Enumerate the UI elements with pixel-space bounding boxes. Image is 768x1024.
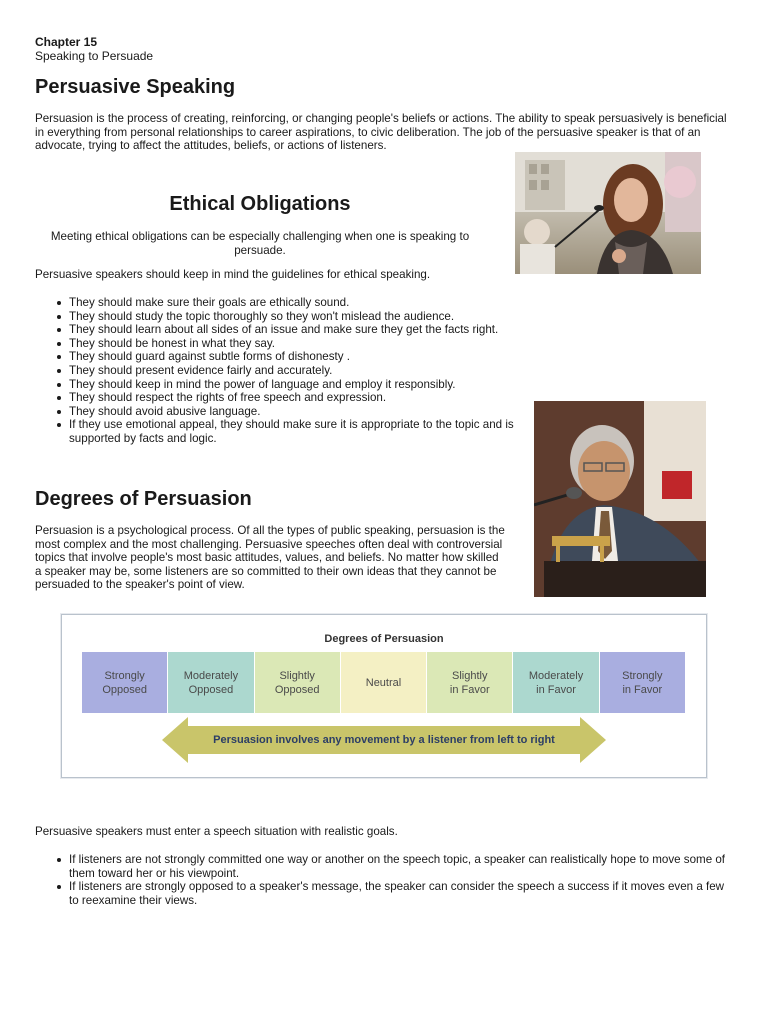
degrees-paragraph: Persuasion is a psychological process. Of all the types of public speaking, persuasion is the most complex and the most challenging. Persuasive speeches often deal with controversial topics that involve people's most basic attitudes, values, and beliefs. No matter how skilled a speaker may be, some listeners are so committed to their own ideas that they cannot be persuaded to the speaker's point of view. (35, 524, 505, 592)
speaker-photo-woman-illustration (515, 152, 701, 274)
scale-box-moderately-in-favor: Moderately in Favor (513, 652, 598, 713)
scale-box-strongly-in-favor: Strongly in Favor (600, 652, 685, 713)
speaker-photo-man (534, 401, 706, 597)
list-item: If they use emotional appeal, they should make sure it is appropriate to the topic and is supported by facts and logic. (35, 418, 515, 445)
persuasion-scale (82, 652, 685, 713)
scale-box-strongly-opposed: Strongly Opposed (82, 652, 167, 713)
intro-paragraph: Persuasion is the process of creating, reinforcing, or changing people's beliefs or actions. The ability to speak persuasively is beneficial in everything from personal relationships to career aspirations, to civic deliberation. The job of the persuasive speaker is that of an advocate, trying to affect the attitudes, beliefs, or actions of listeners. (35, 112, 727, 153)
scale-box-neutral: Neutral (341, 652, 426, 713)
list-item: They should be honest in what they say. (35, 337, 515, 351)
ethics-guideline-intro: Persuasive speakers should keep in mind the guidelines for ethical speaking. (35, 268, 431, 281)
list-item: They should make sure their goals are ethically sound. (35, 296, 515, 310)
section-title-ethical-obligations: Ethical Obligations (169, 193, 351, 215)
goals-list (35, 853, 735, 907)
list-item: They should learn about all sides of an issue and make sure they get the facts right. (35, 323, 515, 337)
diagram-title: Degrees of Persuasion (324, 633, 444, 645)
section-title-persuasive-speaking: Persuasive Speaking (35, 76, 236, 98)
speaker-photo-man-illustration (534, 401, 706, 597)
goals-lead-text: Persuasive speakers must enter a speech situation with realistic goals. (35, 825, 398, 838)
section-title-degrees-of-persuasion: Degrees of Persuasion (35, 488, 252, 510)
list-item: They should study the topic thoroughly so they won't mislead the audience. (35, 310, 515, 324)
ethics-lead-text: Meeting ethical obligations can be especially challenging when one is speaking to persuade. (50, 230, 470, 257)
list-item: They should respect the rights of free speech and expression. (35, 391, 515, 405)
list-item: They should keep in mind the power of language and employ it responsibly. (35, 378, 515, 392)
scale-box-moderately-opposed: Moderately Opposed (168, 652, 253, 713)
chapter-number: Chapter 15 (35, 35, 98, 49)
list-item: If listeners are strongly opposed to a speaker's message, the speaker can consider the speech a success if it moves even a few to reexamine their views. (35, 880, 735, 907)
degrees-of-persuasion-diagram (61, 614, 707, 778)
list-item: They should present evidence fairly and accurately. (35, 364, 515, 378)
list-item: If listeners are not strongly committed one way or another on the speech topic, a speaker can realistically hope to move some of them toward her or his viewpoint. (35, 853, 735, 880)
list-item: They should guard against subtle forms of dishonesty . (35, 350, 515, 364)
arrow-label: Persuasion involves any movement by a listener from left to right (213, 734, 555, 746)
scale-box-slightly-in-favor: Slightly in Favor (427, 652, 512, 713)
list-item: They should avoid abusive language. (35, 405, 515, 419)
speaker-photo-woman (515, 152, 701, 274)
chapter-subtitle: Speaking to Persuade (35, 49, 154, 63)
ethics-guideline-list (35, 296, 515, 446)
scale-box-slightly-opposed: Slightly Opposed (255, 652, 340, 713)
